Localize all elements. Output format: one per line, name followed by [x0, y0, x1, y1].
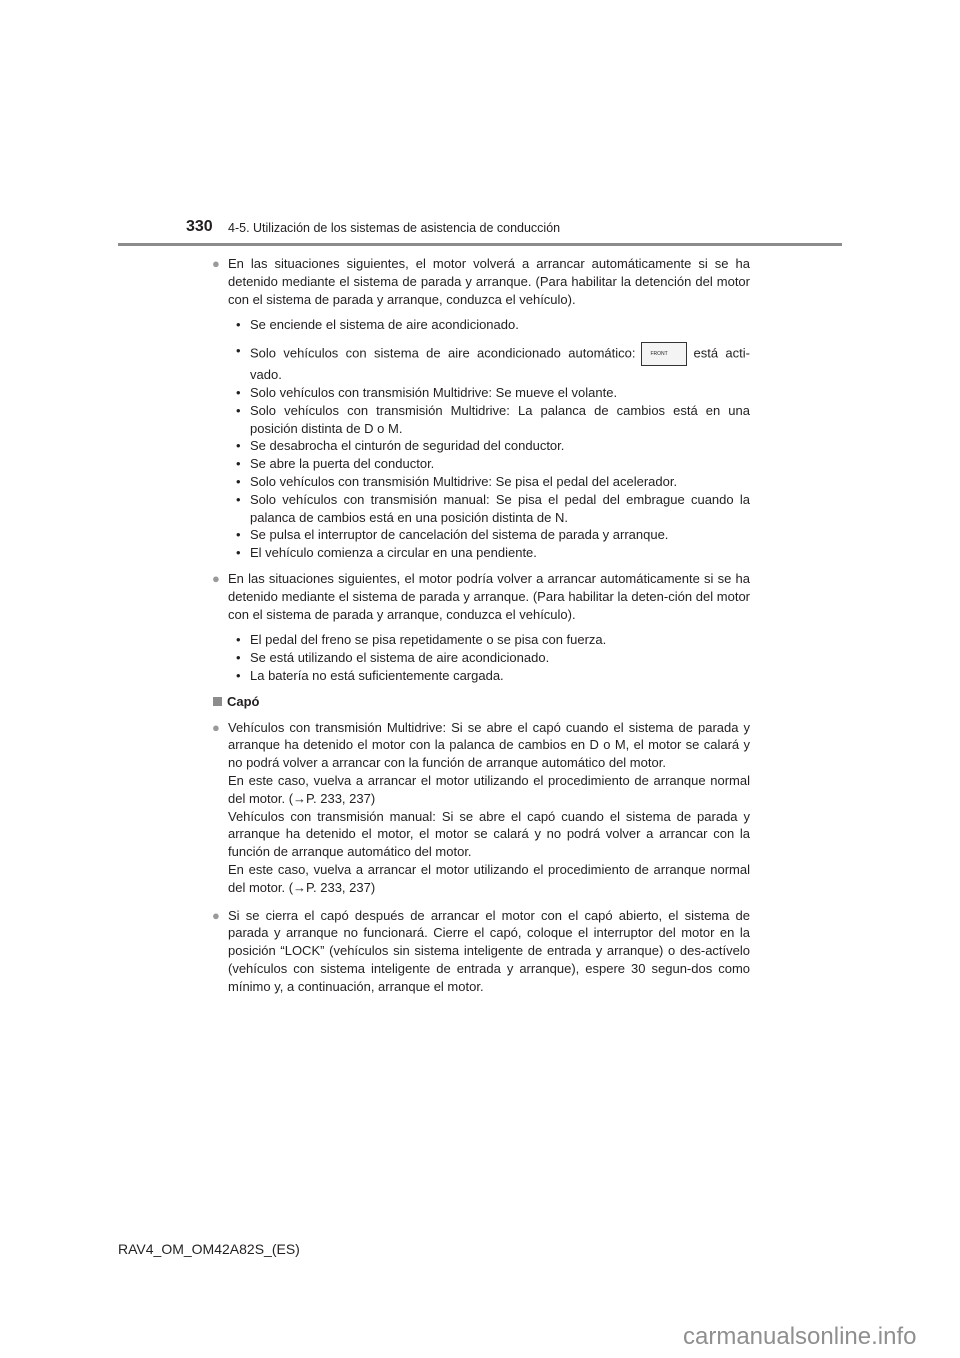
list-item: • El vehículo comienza a circular en una pendiente.: [236, 545, 537, 561]
list-item: • Solo vehículos con transmisión Multidrive: Se mueve el volante.: [236, 384, 618, 400]
front-defogger-button-icon: FRONT: [641, 342, 687, 366]
paragraph-4: ● Si se cierra el capó después de arrancar el motor con el capó abierto, el sistema de parada y arranque no funcionará. Cierre el capó, coloque el interruptor del motor en la posición “LOCK” (vehículos sin sistema inteligente de entrada y arranque) o des-actívelo (vehículos con sistema inteligente de entrada y arranque), espere 30 segun-dos como mínimo y, a continuación, arranque el motor.: [212, 907, 750, 994]
section-title: 4-5. Utilización de los sistemas de asistencia de conducción: [228, 221, 561, 235]
list-1-first: [236, 316, 750, 334]
list-item: • Solo vehículos con sistema de aire acondicionado automático: FRONT está acti-vado.: [236, 343, 750, 383]
list-item: • El pedal del freno se pisa repetidamente o se pisa con fuerza.: [236, 632, 607, 648]
list-item: • Se enciende el sistema de aire acondicionado.: [236, 317, 519, 333]
paragraph-2: ● En las situaciones siguientes, el motor podría volver a arrancar automáticamente si se ha detenido mediante el sistema de parada y arranque. (Para habilitar la deten-ción del motor con el sistema de parada y arranque, conduzca el vehículo).: [212, 570, 750, 622]
capo-heading: Capó: [213, 693, 960, 711]
list-1: [236, 384, 750, 562]
square-bullet-icon: [213, 697, 222, 706]
watermark: carmanualsonline.info: [683, 1323, 917, 1350]
header-rule: [118, 243, 842, 246]
list-1-second: [236, 342, 750, 384]
footer-doc-code: RAV4_OM_OM42A82S_(ES): [118, 1241, 300, 1257]
list-item: • Se pulsa el interruptor de cancelación del sistema de parada y arranque.: [236, 527, 669, 543]
list-item: • Solo vehículos con transmisión manual: Se pisa el pedal del embrague cuando la palanca de cambios está en una posición distinta de N.: [236, 491, 750, 525]
paragraph-3: ● Vehículos con transmisión Multidrive: Si se abre el capó cuando el sistema de parada y arranque ha detenido el motor con la palanca de cambios en D o M, el motor se calará y no podrá volver a arrancar con la función de arranque automático del motor. En este caso, vuelva a arrancar el motor utilizando el procedimiento de arranque normal del motor. (→P. 233, 237) Vehículos con transmisión manual: Si se abre el capó cuando el sistema de parada y arranque ha detenido el motor, el motor se calará y no podrá volver a arrancar con la función de arranque automático del motor. En este caso, vuelva a arrancar el motor utilizando el procedimiento de arranque normal del motor. (→P. 233, 237): [212, 719, 750, 895]
list-item: • Se está utilizando el sistema de aire acondicionado.: [236, 650, 550, 666]
list-2: [236, 631, 750, 684]
list-item: • Se abre la puerta del conductor.: [236, 456, 435, 472]
list-item: • Solo vehículos con transmisión Multidrive: La palanca de cambios está en una posición distinta de D o M.: [236, 402, 750, 436]
bullet-icon: ●: [212, 256, 220, 271]
page-content: [0, 255, 960, 995]
paragraph-1: ● En las situaciones siguientes, el motor volverá a arrancar automáticamente si se ha detenido mediante el sistema de parada y arranque. (Para habilitar la detención del motor con el sistema de parada y arranque, conduzca el vehículo).: [212, 256, 750, 307]
list-item: • Se desabrocha el cinturón de seguridad del conductor.: [236, 438, 565, 454]
page-number: 330: [186, 218, 213, 235]
bullet-icon: ●: [212, 570, 220, 586]
list-item: • La batería no está suficientemente cargada.: [236, 667, 504, 683]
list-item: • Solo vehículos con transmisión Multidrive: Se pisa el pedal del acelerador.: [236, 473, 678, 489]
bullet-icon: ●: [212, 719, 220, 735]
bullet-icon: ●: [212, 907, 220, 923]
